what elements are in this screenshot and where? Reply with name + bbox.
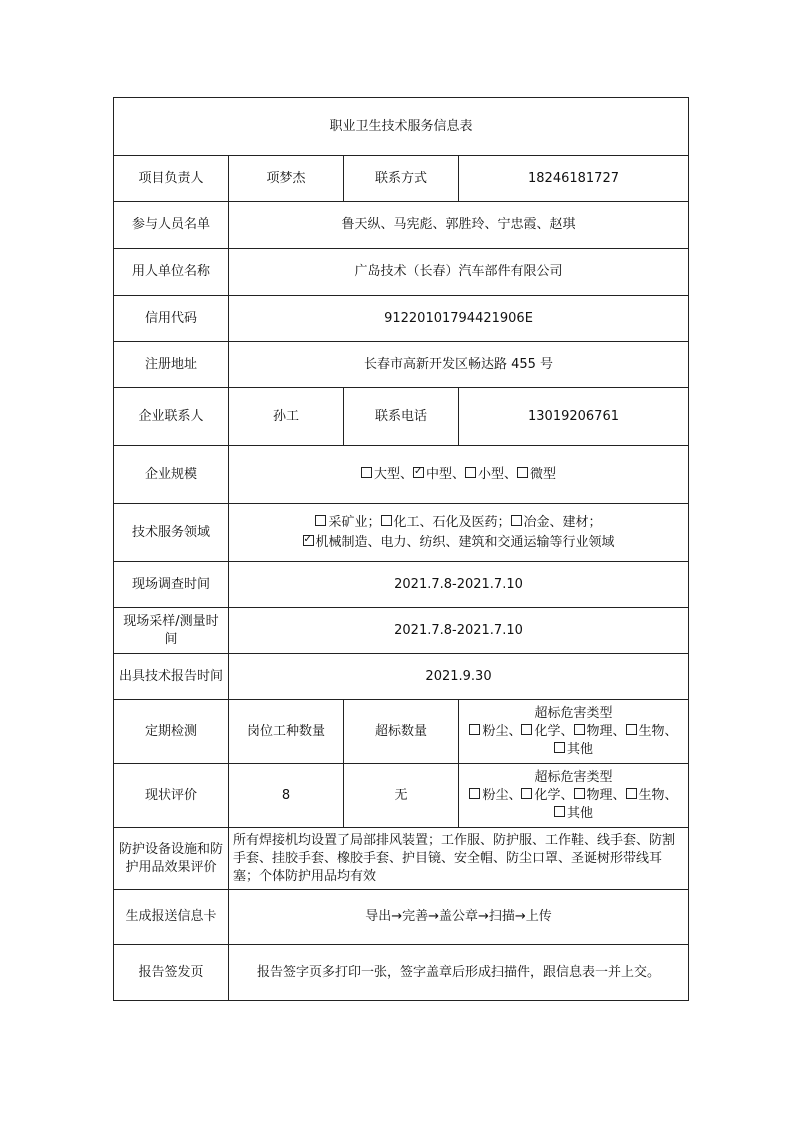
checkbox-icon [465, 467, 476, 478]
haz-bio: 生物、 [638, 723, 678, 739]
sign-value: 报告签字页多打印一张，签字盖章后形成扫描件，跟信息表一并上交。 [229, 945, 689, 1001]
hazard-title: 超标危害类型 [534, 769, 613, 785]
address-value: 长春市高新开发区畅达路 455 号 [229, 342, 689, 388]
haz-other: 其他 [567, 741, 594, 757]
project-lead-label: 项目负责人 [114, 156, 229, 202]
checkbox-icon [517, 467, 528, 478]
ent-contact-value: 孙工 [229, 388, 344, 446]
checkbox-icon [626, 788, 637, 799]
scale-small: 小型、 [478, 466, 518, 482]
checkbox-icon [511, 515, 522, 526]
checkbox-icon [361, 467, 372, 478]
info-table [113, 97, 689, 1001]
employer-label: 用人单位名称 [114, 249, 229, 296]
checkbox-icon [521, 788, 532, 799]
protect-label: 防护设备设施和防护用品效果评价 [114, 828, 229, 890]
status-exceed: 无 [344, 764, 459, 828]
haz-dust: 粉尘、 [482, 723, 522, 739]
table-title: 职业卫生技术服务信息表 [114, 98, 689, 156]
survey-value: 2021.7.8-2021.7.10 [229, 562, 689, 608]
periodic-col2: 超标数量 [344, 700, 459, 764]
haz-bio: 生物、 [638, 787, 678, 803]
scale-label: 企业规模 [114, 446, 229, 504]
checkbox-icon [469, 724, 480, 735]
sampling-label: 现场采样/测量时间 [114, 608, 229, 654]
card-label: 生成报送信息卡 [114, 890, 229, 945]
checkbox-icon [626, 724, 637, 735]
hazard-title: 超标危害类型 [534, 705, 613, 721]
field-mining: 采矿业； [328, 514, 381, 530]
haz-phys: 物理、 [586, 723, 626, 739]
checked-box-icon [413, 467, 424, 478]
periodic-label: 定期检测 [114, 700, 229, 764]
checkbox-icon [469, 788, 480, 799]
status-count: 8 [229, 764, 344, 828]
checkbox-icon [381, 515, 392, 526]
checked-box-icon [303, 535, 314, 546]
project-lead-value: 项梦杰 [229, 156, 344, 202]
checkbox-icon [554, 806, 565, 817]
card-value: 导出→完善→盖公章→扫描→上传 [229, 890, 689, 945]
checkbox-icon [315, 515, 326, 526]
protect-value: 所有焊接机均设置了局部排风装置；工作服、防护服、工作鞋、线手套、防割手套、挂胶手套、橡胶手套、护目镜、安全帽、防尘口罩、圣诞树形带线耳塞；个体防护用品均有效 [229, 828, 689, 890]
members-label: 参与人员名单 [114, 202, 229, 249]
periodic-col1: 岗位工种数量 [229, 700, 344, 764]
field-options [229, 504, 689, 562]
checkbox-icon [521, 724, 532, 735]
checkbox-icon [554, 742, 565, 753]
scale-medium: 中型、 [425, 466, 465, 482]
phone-value: 13019206761 [459, 388, 689, 446]
credit-value: 91220101794421906E [229, 296, 689, 342]
scale-options [229, 446, 689, 504]
haz-phys: 物理、 [586, 787, 626, 803]
employer-value: 广岛技术（长春）汽车部件有限公司 [229, 249, 689, 296]
field-mech: 机械制造、电力、纺织、建筑和交通运输等行业领域 [315, 534, 615, 550]
field-label: 技术服务领域 [114, 504, 229, 562]
report-value: 2021.9.30 [229, 654, 689, 700]
field-chem: 化工、石化及医药； [393, 514, 511, 530]
status-hazards [459, 764, 689, 828]
ent-contact-label: 企业联系人 [114, 388, 229, 446]
haz-dust: 粉尘、 [482, 787, 522, 803]
sign-label: 报告签发页 [114, 945, 229, 1001]
scale-large: 大型、 [373, 466, 413, 482]
haz-chem: 化学、 [534, 787, 574, 803]
status-label: 现状评价 [114, 764, 229, 828]
contact-value: 18246181727 [459, 156, 689, 202]
haz-chem: 化学、 [534, 723, 574, 739]
field-metal: 冶金、建材； [523, 514, 602, 530]
contact-label: 联系方式 [344, 156, 459, 202]
credit-label: 信用代码 [114, 296, 229, 342]
sampling-value: 2021.7.8-2021.7.10 [229, 608, 689, 654]
checkbox-icon [574, 724, 585, 735]
survey-label: 现场调查时间 [114, 562, 229, 608]
periodic-hazards [459, 700, 689, 764]
checkbox-icon [574, 788, 585, 799]
haz-other: 其他 [567, 805, 594, 821]
phone-label: 联系电话 [344, 388, 459, 446]
report-label: 出具技术报告时间 [114, 654, 229, 700]
scale-micro: 微型 [530, 466, 557, 482]
address-label: 注册地址 [114, 342, 229, 388]
members-value: 鲁天纵、马宪彪、郭胜玲、宁忠霞、赵琪 [229, 202, 689, 249]
